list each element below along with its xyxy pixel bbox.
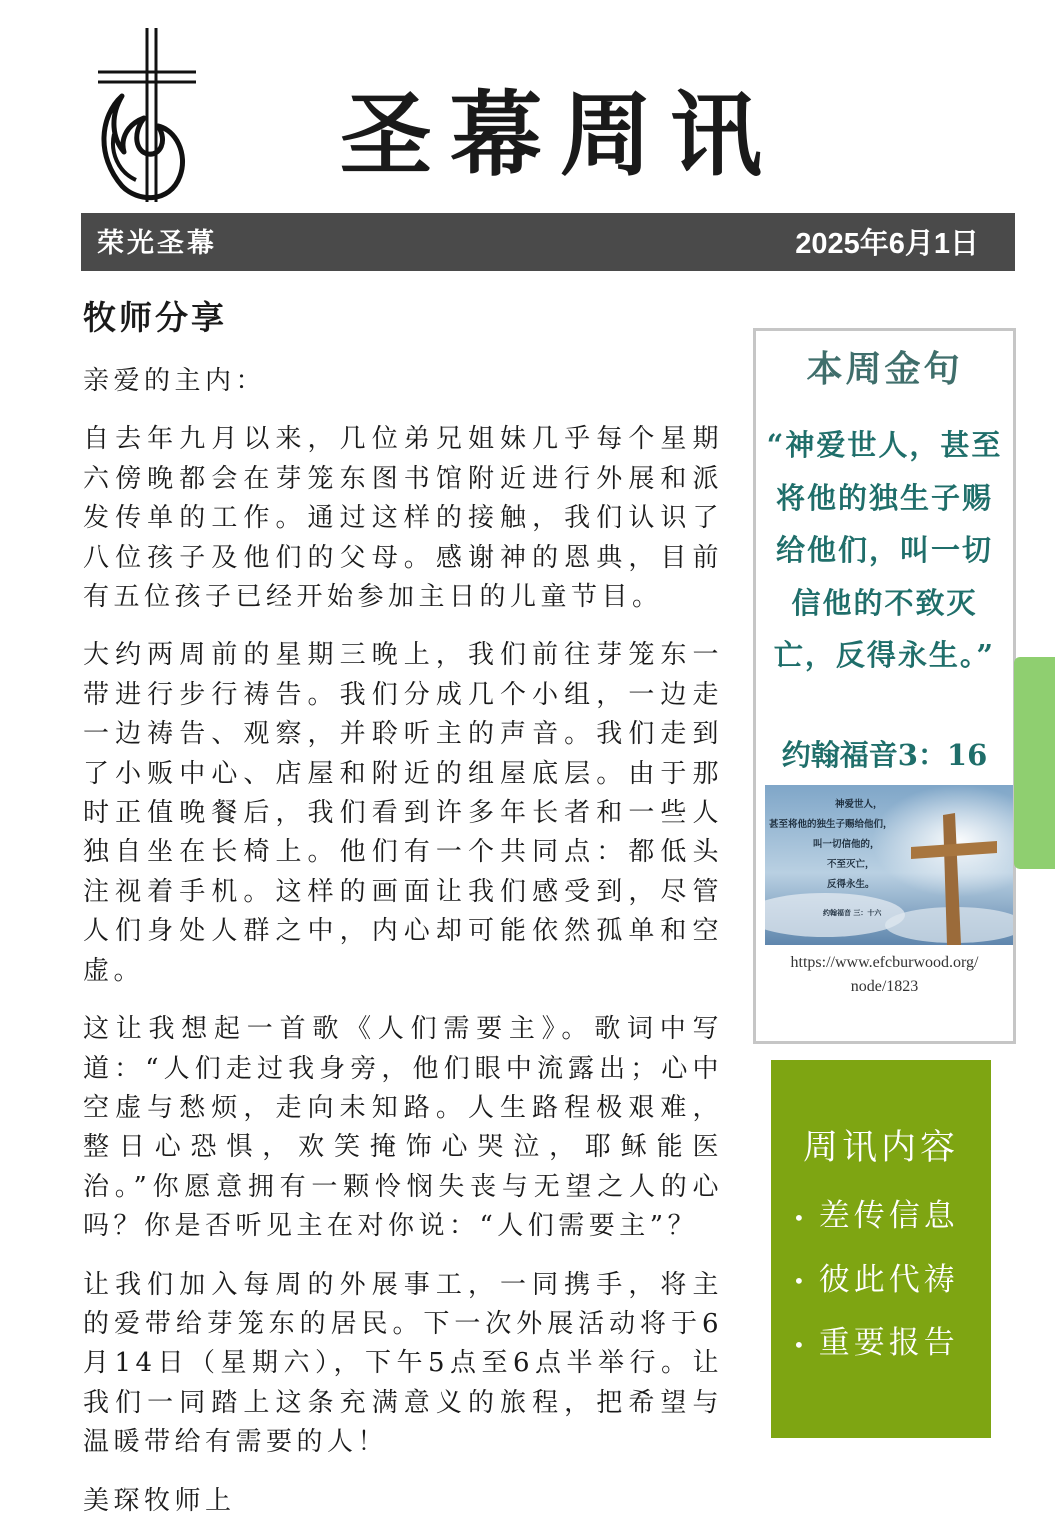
image-caption: 不至灭亡， [827, 859, 875, 870]
issue-date: 2025年6月1日 [795, 228, 979, 260]
section-heading: 牧师分享 [83, 298, 227, 337]
image-caption: 反得永生。 [827, 879, 875, 890]
verse-reference: 约翰福音3：16 [781, 738, 988, 772]
image-source-link[interactable] [756, 951, 1013, 999]
side-tab [1014, 657, 1055, 869]
image-caption: 约翰福音 三：十六 [823, 908, 882, 917]
bullet-icon: • [793, 1269, 809, 1293]
article-paragraph: 这让我想起一首歌《人们需要主》。歌词中写道：“人们走过我身旁，他们眼中流露出；心中空虚与愁烦，走向未知路。人生路程极艰难，整日心恐惧，欢笑掩饰心哭泣，耶稣能医治。”你愿意拥有一颗怜悯失丧与无望之人的心吗？你是否听见主在对你说：“人们需要主”？ [83, 1014, 723, 1242]
newsletter-title: 圣幕周讯 [339, 81, 780, 189]
contents-heading: 周讯内容 [802, 1128, 959, 1168]
contents-item [793, 1185, 959, 1249]
article-paragraph: 让我们加入每周的外展事工，一同携手，将主的爱带给芽笼东的居民。下一次外展活动将于6月14日（星期六），下午5点至6点半举行。让我们一同踏上这条充满意义的旅程，把希望与温暖带给有需要的人！ [83, 1269, 723, 1458]
weekly-verse-box [753, 328, 1016, 1044]
bullet-icon: • [793, 1332, 809, 1357]
contents-item-label: 彼此代祷 [818, 1261, 959, 1298]
source-link-line[interactable]: https://www.efcburwood.org/ [790, 954, 979, 971]
contents-item [793, 1249, 959, 1313]
article-paragraph: 大约两周前的星期三晚上，我们前往芽笼东一带进行步行祷告。我们分成几个小组，一边走一边祷告、观察，并聆听主的声音。我们走到了小贩中心、店屋和附近的组屋底层。由于那时正值晚餐后，我们看到许多年长者和一些人独自坐在长椅上。他们有一个共同点：都低头注视着手机。这样的画面让我们感受到，尽管人们身处人群之中，内心却可能依然孤单和空虚。 [83, 640, 723, 986]
verse-heading: 本周金句 [806, 348, 963, 390]
article-signature: 美琛牧师上 [83, 1485, 236, 1516]
header-banner [81, 213, 1015, 271]
contents-item [793, 1312, 959, 1376]
bullet-icon: • [793, 1205, 809, 1230]
pastor-article [83, 362, 723, 1521]
contents-box [771, 1060, 991, 1438]
cross-sky-image [765, 785, 1013, 945]
source-link-line[interactable]: node/1823 [850, 978, 919, 995]
article-paragraph: 自去年九月以来，几位弟兄姐妹几乎每个星期六傍晚都会在芽笼东图书馆附近进行外展和派发传单的工作。通过这样的接触，我们认识了八位孩子及他们的父母。感谢神的恩典，目前有五位孩子已经开始参加主日的儿童节目。 [83, 424, 723, 613]
article-greeting: 亲爱的主内： [83, 366, 267, 396]
image-caption: 叫一切信他的， [813, 839, 880, 850]
cross-flame-icon [92, 26, 202, 206]
church-name: 荣光圣幕 [97, 228, 217, 259]
contents-item-label: 差传信息 [818, 1198, 959, 1234]
verse-text: “神爱世人，甚至将他的独生子赐给他们，叫一切信他的不致灭亡，反得永生。” [766, 428, 1003, 672]
image-caption: 神爱世人， [835, 799, 883, 810]
contents-item-label: 重要报告 [818, 1325, 959, 1361]
image-caption: 甚至将他的独生子赐给他们， [769, 819, 893, 830]
contents-list [793, 1185, 959, 1376]
